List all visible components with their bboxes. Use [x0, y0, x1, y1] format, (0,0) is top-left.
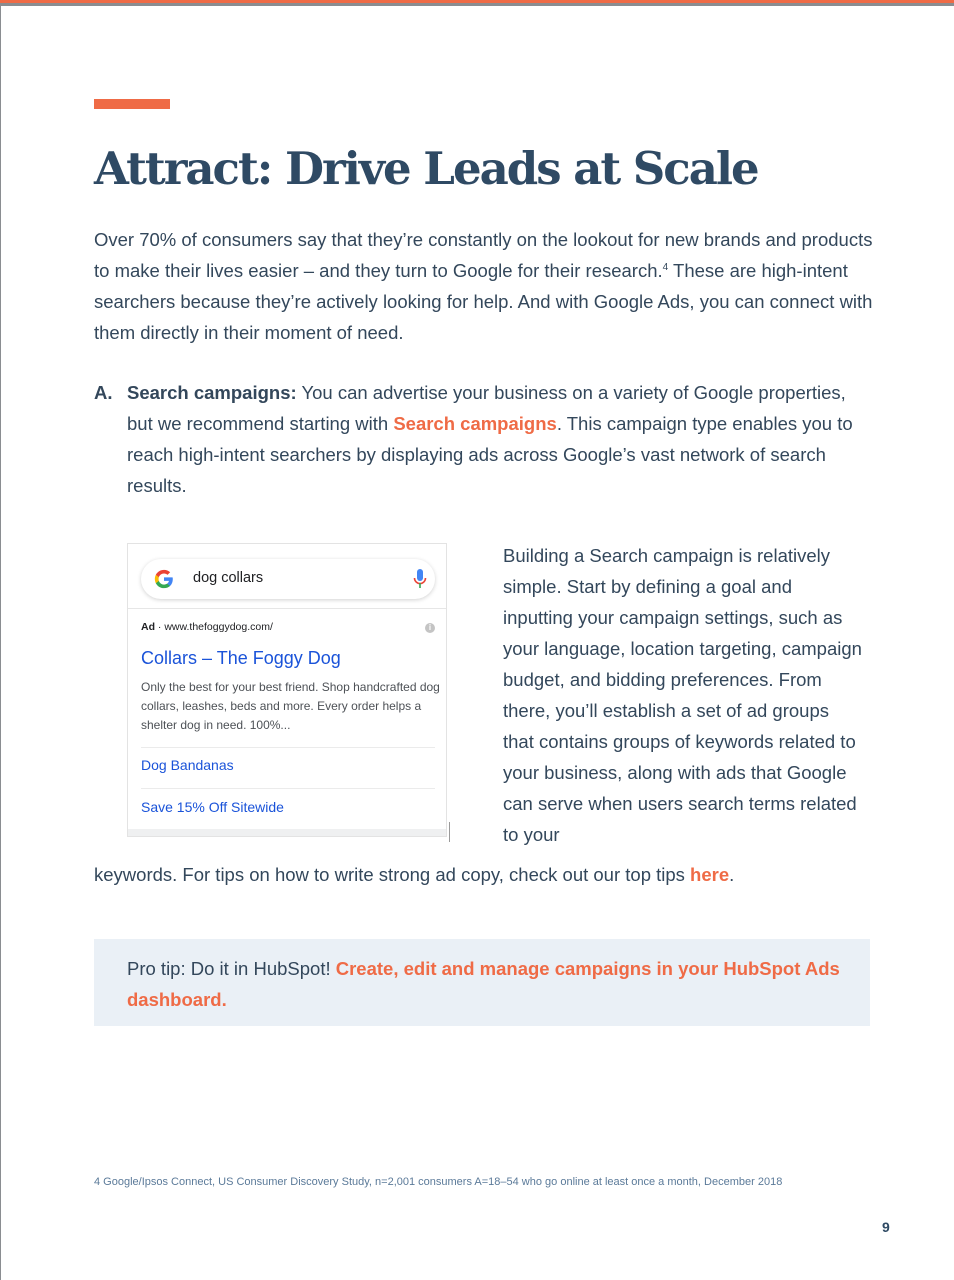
sitelink-divider [141, 747, 435, 748]
continuation-end: . [729, 864, 735, 885]
section-accent-bar [94, 99, 170, 109]
ad-label: Ad [141, 621, 155, 633]
page-number: 9 [882, 1219, 890, 1235]
continuation-text: keywords. For tips on how to write strong ad copy, check out our top tips [94, 864, 691, 885]
footnote: 4 Google/Ipsos Connect, US Consumer Discovery Study, n=2,001 consumers A=18–54 who go online at least once a month, December 2018 [94, 1176, 783, 1188]
hubspot-ads-dashboard-link[interactable]: Create, edit and manage campaigns in your HubSpot Ads dashboard. [127, 958, 840, 1010]
list-item-lead: Search campaigns: [127, 382, 297, 403]
page-title: Attract: Drive Leads at Scale [94, 142, 758, 195]
google-logo-icon [153, 568, 175, 590]
search-campaigns-link[interactable]: Search campaigns [393, 413, 557, 434]
ad-copy-tips-paragraph [94, 859, 874, 890]
search-divider [128, 608, 446, 609]
sitelink-dog-bandanas: Dog Bandanas [141, 757, 234, 773]
ad-url: · www.thefoggydog.com/ [155, 621, 273, 633]
left-border [0, 6, 1, 1280]
ad-title: Collars – The Foggy Dog [141, 648, 341, 668]
info-icon: i [425, 623, 435, 633]
list-item-body [127, 377, 874, 501]
footnote-reference[interactable]: 4 [662, 262, 669, 273]
list-text-2: . This campaign type enables you to reach high-intent searchers by displaying ads across Google’s vast network of search results. [127, 413, 853, 496]
search-campaign-description: Building a Search campaign is relatively simple. Start by defining a goal and inputting your campaign settings, such as your language, location targeting, campaign budget, and bidding preferences. From there, you’ll establish a set of ad groups that contains groups of keywords related to your business, along with ads that Google can serve when users search terms related to your [503, 545, 862, 845]
google-ad-example [127, 543, 447, 837]
microphone-icon [413, 569, 427, 589]
sitelink-divider [141, 788, 435, 789]
card-footer-strip [128, 829, 446, 837]
card-edge-line [449, 822, 450, 842]
search-query-text: dog collars [193, 570, 264, 586]
ad-url-line [141, 621, 273, 633]
list-text-1: You can advertise your business on a variety of Google properties, but we recommend starting with [127, 382, 846, 434]
pro-tip-lead: Pro tip: Do it in HubSpot! [127, 958, 336, 979]
list-marker: A. [94, 382, 113, 403]
intro-paragraph [94, 224, 874, 348]
pro-tip-callout [94, 939, 870, 1026]
list-item-search-campaigns [94, 377, 874, 501]
google-search-bar [141, 559, 435, 599]
top-border [0, 3, 954, 6]
ad-description: Only the best for your best friend. Shop handcrafted dog collars, leashes, beds and more. Every order helps a shelter dog in need. 100%... [141, 680, 440, 732]
here-link[interactable]: here [690, 864, 730, 885]
intro-text-1: Over 70% of consumers say that they’re constantly on the lookout for new brands and products to make their lives easier – and they turn to Google for their research. [94, 229, 873, 281]
intro-text-2: These are high-intent searchers because they’re actively looking for help. And with Google Ads, you can connect with them directly in their moment of need. [94, 260, 873, 343]
sitelink-save-15: Save 15% Off Sitewide [141, 799, 284, 815]
